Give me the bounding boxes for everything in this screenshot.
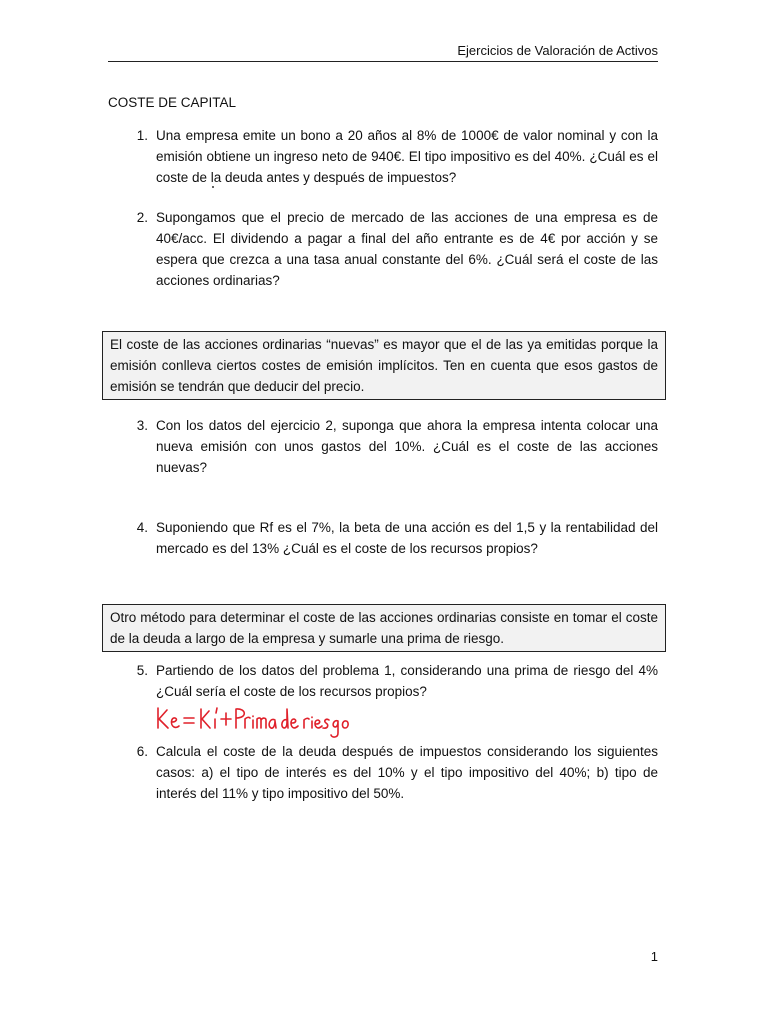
exercise-2 (108, 207, 658, 291)
exercise-number: 2. (136, 210, 148, 225)
exercise-text: Suponiendo que Rf es el 7%, la beta de una acción es del 1,5 y la rentabilidad del mercado es del 13% ¿Cuál es el coste de los recursos propios? (156, 520, 658, 556)
note-box-risk-premium (102, 604, 666, 652)
exercise-number: 3. (136, 418, 148, 433)
exercise-text: Partiendo de los datos del problema 1, considerando una prima de riesgo del 4% ¿Cuál sería el coste de los recursos propios? (156, 663, 658, 699)
exercise-number: 6. (136, 744, 148, 759)
exercise-number: 5. (136, 663, 148, 678)
exercise-number: 4. (136, 520, 148, 535)
exercise-4 (108, 517, 658, 559)
exercise-text: Supongamos que el precio de mercado de las acciones de una empresa es de 40€/acc. El dividendo a pagar a final del año entrante es de 4€ por acción y se espera que crezca a una tasa anual constante del 6%. ¿Cuál será el coste de las acciones ordinarias? (156, 210, 658, 288)
note-text: El coste de las acciones ordinarias “nuevas” es mayor que el de las ya emitidas porque la emisión conlleva ciertos costes de emisión implícitos. Ten en cuenta que esos gastos de emisión se tendrán que deducir del precio. (110, 337, 658, 394)
page-number: 1 (650, 949, 658, 964)
note-text: Otro método para determinar el coste de las acciones ordinarias consiste en tomar el coste de la deuda a largo de la empresa y sumarle una prima de riesgo. (110, 610, 658, 646)
exercise-text: Calcula el coste de la deuda después de impuestos considerando los siguientes casos: a) el tipo de interés es del 10% y el tipo impositivo del 40%; b) tipo de interés del 11% y tipo impositivo del 50%. (156, 744, 658, 801)
exercise-number: 1. (136, 128, 148, 143)
exercise-5 (108, 660, 658, 702)
exercise-3 (108, 415, 658, 478)
page-header (108, 42, 658, 62)
note-box-new-shares (102, 331, 666, 400)
section-title: COSTE DE CAPITAL (108, 95, 237, 110)
exercise-text: Con los datos del ejercicio 2, suponga que ahora la empresa intenta colocar una nueva emisión con unos gastos del 10%. ¿Cuál es el coste de las acciones nuevas? (156, 418, 658, 475)
stray-mark (212, 186, 214, 188)
handwritten-formula (154, 700, 354, 740)
exercise-text: Una empresa emite un bono a 20 años al 8% de 1000€ de valor nominal y con la emisión obtiene un ingreso neto de 940€. El tipo impositivo es del 40%. ¿Cuál es el coste de la deuda antes y después de impuestos? (156, 128, 658, 185)
exercise-1 (108, 125, 658, 188)
exercise-6 (108, 741, 658, 804)
header-title: Ejercicios de Valoración de Activos (457, 43, 658, 58)
